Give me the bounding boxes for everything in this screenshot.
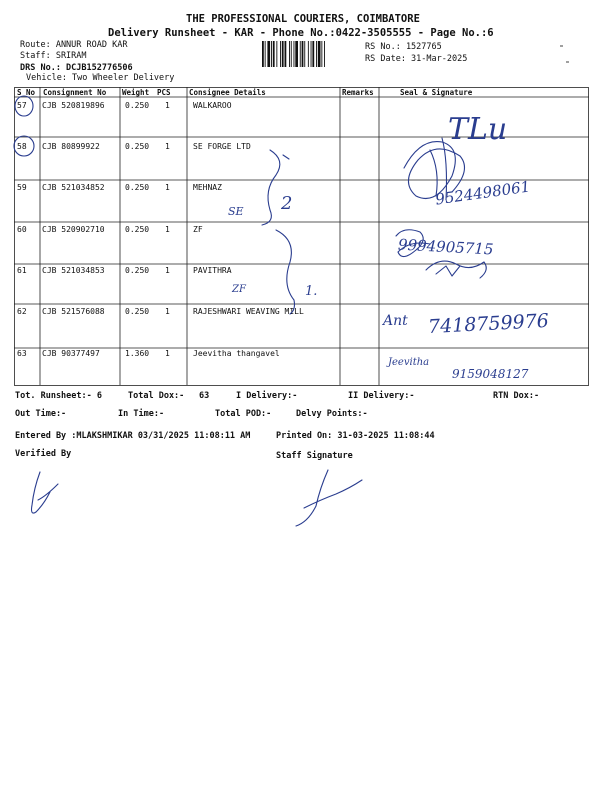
route-text: Route: ANNUR ROAD KAR bbox=[20, 40, 128, 50]
staff-signature bbox=[296, 470, 362, 526]
handwritten-phone-3: 7418759976 bbox=[427, 309, 550, 339]
total-dox-value: 63 bbox=[199, 391, 210, 401]
printed-on: Printed On: 31-03-2025 11:08:44 bbox=[276, 431, 435, 441]
handwritten-one: 1. bbox=[305, 284, 318, 299]
runsheet-subtitle: Delivery Runsheet - KAR - Phone No.:0422-3505555 - Page No.:6 bbox=[108, 27, 494, 39]
row-weight: 0.250 bbox=[125, 266, 150, 275]
row-consignment-no: CJB 521034853 bbox=[42, 266, 105, 275]
row-consignee: SE FORGE LTD bbox=[193, 142, 251, 151]
rs-date-text: RS Date: 31-Mar-2025 bbox=[365, 54, 468, 64]
row-weight: 0.250 bbox=[125, 142, 150, 151]
verified-by-label: Verified By bbox=[15, 449, 72, 459]
row-consignee: WALKAROO bbox=[193, 101, 232, 110]
col-header-remarks: Remarks bbox=[342, 88, 374, 97]
row-pcs: 1 bbox=[165, 349, 170, 358]
handwritten-ant: Ant bbox=[383, 313, 408, 329]
barcode bbox=[262, 41, 348, 67]
row-pcs: 1 bbox=[165, 101, 170, 110]
i-delivery: I Delivery:- bbox=[236, 391, 298, 401]
row-consignment-no: CJB 80899922 bbox=[42, 142, 100, 151]
row-sno: 60 bbox=[17, 225, 27, 234]
vehicle-text: Vehicle: Two Wheeler Delivery bbox=[26, 73, 175, 83]
row-pcs: 1 bbox=[165, 225, 170, 234]
delvy-points: Delvy Points:- bbox=[296, 409, 368, 419]
row-consignee: ZF bbox=[193, 225, 203, 234]
staff-signature-label: Staff Signature bbox=[276, 451, 353, 461]
row-sno: 59 bbox=[17, 183, 27, 192]
row-sno: 63 bbox=[17, 349, 27, 358]
row-consignee: MEHNAZ bbox=[193, 183, 222, 192]
col-header-pcs: PCS bbox=[157, 88, 171, 97]
row-weight: 0.250 bbox=[125, 307, 150, 316]
handwritten-zf: ZF bbox=[232, 284, 246, 295]
row-pcs: 1 bbox=[165, 307, 170, 316]
row-pcs: 1 bbox=[165, 142, 170, 151]
handwritten-tlu: TLu bbox=[448, 112, 508, 147]
col-header-weight: Weight bbox=[122, 88, 150, 97]
verified-signature bbox=[32, 472, 59, 513]
col-header-sno: S No bbox=[17, 88, 36, 97]
row-consignee: Jeevitha thangavel bbox=[193, 349, 280, 358]
rtn-dox: RTN Dox:- bbox=[493, 391, 540, 401]
company-title: THE PROFESSIONAL COURIERS, COIMBATORE bbox=[186, 13, 420, 25]
tot-runsheet: Tot. Runsheet:- 6 bbox=[15, 391, 102, 401]
handwritten-phone-4: 9159048127 bbox=[452, 367, 529, 381]
row-consignment-no: CJB 520902710 bbox=[42, 225, 105, 234]
row-pcs: 1 bbox=[165, 183, 170, 192]
row-consignment-no: CJB 90377497 bbox=[42, 349, 100, 358]
row-consignee: RAJESHWARI WEAVING MILL bbox=[193, 307, 304, 316]
row-consignee: PAVITHRA bbox=[193, 266, 232, 275]
total-dox-label: Total Dox:- bbox=[128, 391, 185, 401]
handwritten-jeevitha: Jeevitha bbox=[388, 357, 430, 368]
row-weight: 0.250 bbox=[125, 183, 150, 192]
row-weight: 0.250 bbox=[125, 101, 150, 110]
row-weight: 1.360 bbox=[125, 349, 150, 358]
row-weight: 0.250 bbox=[125, 225, 150, 234]
drs-text: DRS No.: DCJB152776506 bbox=[20, 63, 133, 73]
row-sno: 61 bbox=[17, 266, 27, 275]
row-pcs: 1 bbox=[165, 266, 170, 275]
row-consignment-no: CJB 521034852 bbox=[42, 183, 105, 192]
row-consignment-no: CJB 521576088 bbox=[42, 307, 105, 316]
col-header-consignment: Consignment No bbox=[43, 88, 107, 97]
handwritten-se: SE bbox=[228, 205, 244, 218]
row-sno: 57 bbox=[17, 101, 27, 110]
col-header-consignee: Consignee Details bbox=[189, 88, 266, 97]
row-sno: 58 bbox=[17, 142, 27, 151]
row-sno: 62 bbox=[17, 307, 27, 316]
total-pod: Total POD:- bbox=[215, 409, 272, 419]
handwritten-phone-1: 9524498061 bbox=[434, 177, 532, 209]
handwritten-two: 2 bbox=[281, 193, 293, 214]
handwritten-phone-2: 9994905715 bbox=[397, 235, 494, 259]
col-header-seal: Seal & Signature bbox=[400, 88, 473, 97]
staff-text: Staff: SRIRAM bbox=[20, 51, 87, 61]
rs-no-text: RS No.: 1527765 bbox=[365, 42, 442, 52]
out-time: Out Time:- bbox=[15, 409, 67, 419]
row-consignment-no: CJB 520819896 bbox=[42, 101, 105, 110]
in-time: In Time:- bbox=[118, 409, 165, 419]
entered-by: Entered By :MLAKSHMIKAR 03/31/2025 11:08:11 AM bbox=[15, 431, 251, 441]
ii-delivery: II Delivery:- bbox=[348, 391, 415, 401]
